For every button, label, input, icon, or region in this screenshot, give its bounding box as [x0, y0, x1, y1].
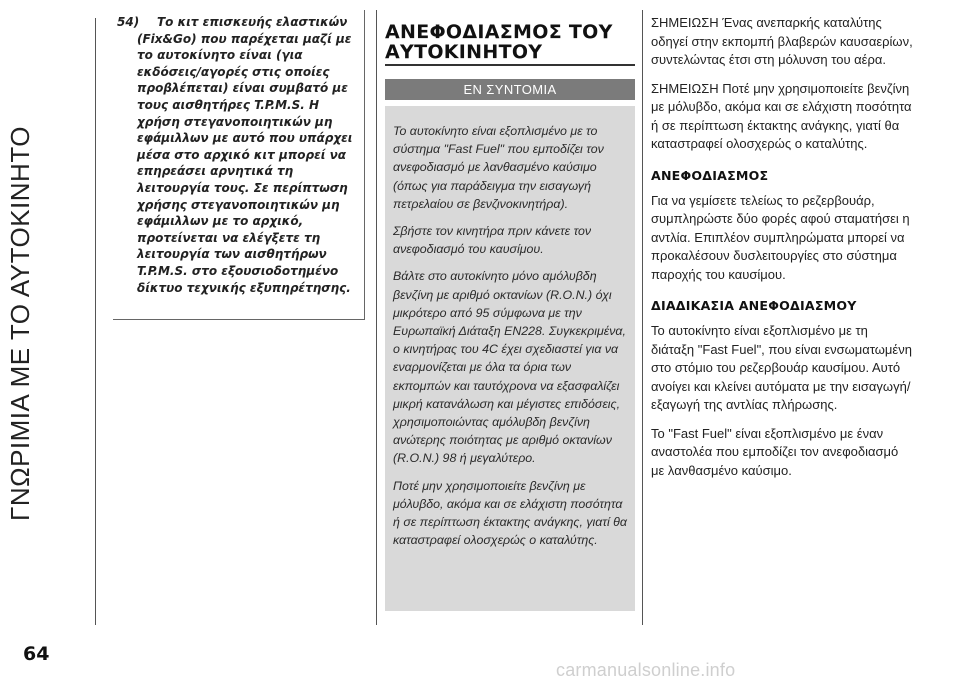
- note-paragraph: ΣΗΜΕΙΩΣΗ Ποτέ μην χρησιμοποιείτε βενζίνη με μόλυβδο, ακόμα και σε ελάχιστη ποσότητα ή σε περίπτωση έκτακτης ανάγκης, γιατί θα καταστραφεί ολοσχερώς ο καταλύτης.: [651, 80, 912, 151]
- side-divider: [95, 18, 96, 625]
- right-column: [651, 14, 913, 490]
- summary-paragraph: Σβήστε τον κινητήρα πριν κάνετε τον ανεφοδιασμό του καυσίμου.: [393, 224, 592, 257]
- summary-heading: ΕΝ ΣΥΝΤΟΜΙΑ: [385, 79, 635, 100]
- section-title-underline: [385, 64, 635, 66]
- section-title: ΑΝΕΦΟΔΙΑΣΜΟΣ ΤΟΥ ΑΥΤΟΚΙΝΗΤΟΥ: [385, 21, 613, 63]
- column-divider-left: [376, 10, 377, 625]
- footnote-box: [113, 10, 365, 320]
- footnote: [113, 10, 364, 296]
- side-section-title: [3, 18, 37, 628]
- page-number: 64: [23, 643, 50, 665]
- summary-paragraph: Βάλτε στο αυτοκίνητο μόνο αμόλυβδη βενζίνη με αριθμό οκτανίων (R.O.N.) όχι μικρότερο από 95 σύμφωνα με την Ευρωπαϊκή Διάταξη EN228. Συγκεκριμένα, ο κινητήρας του 4C έχει σχεδιαστεί για να εναρμονίζεται με όλα τα όρια των εκπομπών και ταυτόχρονα να εξασφαλίζει μικρή κατανάλωση και μέγιστες επιδόσεις, χρησιμοποιώντας αμόλυβδη βενζίνη ανώτερης ποιότητας με αριθμό οκτανίων (R.O.N.) 98 ή μεγαλύτερο.: [393, 269, 626, 466]
- subheading-refueling: ΑΝΕΦΟΔΙΑΣΜΟΣ: [651, 167, 769, 183]
- body-paragraph: Το "Fast Fuel" είναι εξοπλισμένο με έναν αναστολέα που εμποδίζει τον ανεφοδιασμό με λανθασμένο καύσιμο.: [651, 425, 899, 478]
- subheading-refueling-procedure: ΔΙΑΔΙΚΑΣΙΑ ΑΝΕΦΟΔΙΑΣΜΟΥ: [651, 298, 857, 313]
- summary-box: [385, 106, 635, 611]
- column-divider-right: [642, 10, 643, 625]
- body-paragraph: Το αυτοκίνητο είναι εξοπλισμένο με τη διάταξη "Fast Fuel", που είναι ενσωματωμένη στο στόμιο του ρεζερβουάρ καυσίμου. Αυτό ανοίγει και κλείνει αυτόματα με την εισαγωγή/εξαγωγή της αντλίας πλήρωσης.: [651, 323, 912, 412]
- summary-paragraph: Το αυτοκίνητο είναι εξοπλισμένο με το σύστημα "Fast Fuel" που εμποδίζει τον ανεφοδιασμό με λανθασμένο καύσιμο (όπως για παράδειγμα την εισαγωγή πετρελαίου σε βενζινοκινητήρα).: [393, 124, 604, 211]
- body-paragraph: Για να γεμίσετε τελείως το ρεζερβουάρ, συμπληρώστε δύο φορές αφού σταματήσει η αντλία. Επιπλέον συμπληρώματα μπορεί να προκαλέσουν δυσλειτουργίες στο σύστημα παροχής του καυσίμου.: [651, 192, 910, 282]
- footnote-number: 54): [117, 15, 140, 29]
- footnote-text: Το κιτ επισκευής ελαστικών (Fix&Go) που παρέχεται μαζί με το αυτοκίνητο είναι (για εκδόσεις/αγορές στις οποίες προβλέπεται) είναι συμβατό με τους αισθητήρες T.P.M.S. Η χρήση στεγανοποιητικών μη εφάμιλλων με αυτό που υπάρχει μέσα στο αρχικό κιτ μπορεί να επηρεάσει αρνητικά τη λειτουργία τους. Σε περίπτωση χρήσης στεγανοποιητικών μη εφάμιλλων με το αρχικό, προτείνεται να ελέγξετε τη λειτουργία των αισθητήρων T.P.M.S. στο εξουσιοδοτημένο δίκτυο τεχνικής εξυπηρέτησης.: [137, 15, 353, 295]
- summary-paragraph: Ποτέ μην χρησιμοποιείτε βενζίνη με μόλυβδο, ακόμα και σε ελάχιστη ποσότητα ή σε περίπτωση έκτακτης ανάγκης, γιατί θα καταστραφεί ολοσχερώς ο καταλύτης.: [393, 478, 627, 548]
- note-paragraph: ΣΗΜΕΙΩΣΗ Ένας ανεπαρκής καταλύτης οδηγεί στην εκπομπή βλαβερών καυσαερίων, συντελώντας έτσι στη μόλυνση του αέρα.: [651, 15, 913, 67]
- watermark: carmanualsonline.info: [556, 660, 736, 680]
- side-section-title-text: ΓΝΩΡΙΜΙΑ ΜΕ ΤΟ ΑΥΤΟΚΙΝΗΤΟ: [4, 125, 35, 521]
